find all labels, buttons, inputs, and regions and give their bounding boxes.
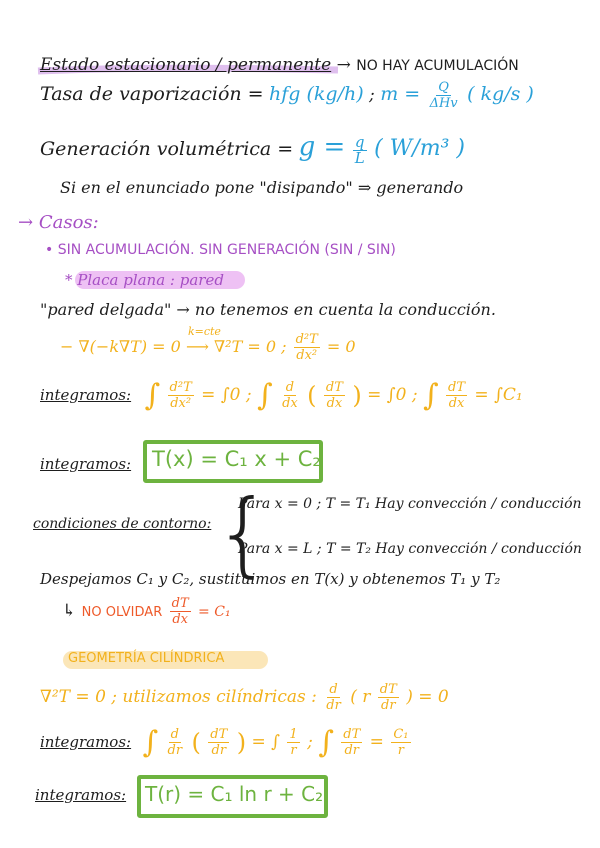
tasa-sep: ;	[369, 85, 375, 105]
int3-n5: C₁	[393, 727, 409, 742]
paren-close-icon: )	[236, 728, 247, 757]
int3-eq1: = ∫	[251, 732, 280, 752]
laplace-fraction	[294, 332, 320, 363]
int3-sep: ;	[307, 732, 313, 752]
line-integramos-1	[40, 378, 523, 413]
line-despejamos: Despejamos C₁ y C₂, sustituimos en T(x) y obtenemos T₁ y T₂	[40, 570, 501, 588]
laplace-num: d²T	[295, 332, 318, 347]
int1-frac-3	[324, 380, 345, 411]
line-placa: * Placa plana : pared	[65, 271, 224, 289]
int3-eq2: =	[369, 732, 384, 752]
g-fraction	[353, 135, 367, 166]
line-cilindricas	[40, 682, 449, 713]
laplace-post: = 0	[326, 337, 356, 356]
cil-n2: dT	[379, 682, 397, 697]
int3-d5: r	[397, 743, 405, 758]
m-fraction	[428, 80, 460, 111]
generacion-label: Generación volumétrica =	[40, 138, 294, 160]
line-no-olvidar	[62, 596, 231, 627]
tasa-label: Tasa de vaporización =	[40, 83, 264, 105]
condicion-1: Para x = 0 ; T = T₁ Hay convección / conducción	[238, 496, 582, 512]
int1-eq2: = ∫0 ;	[367, 385, 418, 405]
paren-open-icon: (	[191, 728, 201, 757]
m-unit: ( kg/s )	[467, 83, 534, 105]
int3-frac-5	[391, 727, 410, 758]
int1-eq1: = ∫0 ;	[201, 385, 252, 405]
integral-icon: ∫	[422, 378, 439, 413]
int1-n2: d	[285, 380, 295, 395]
no-olvidar-post: = C₁	[198, 604, 231, 620]
no-acumulacion: NO HAY ACUMULACIÓN	[356, 58, 519, 74]
hfg-expression: hfg (kg/h)	[269, 83, 364, 105]
cil-pre: ∇²T = 0 ; utilizamos cilíndricas :	[40, 687, 317, 707]
geometria-cilindrica: GEOMETRÍA CILÍNDRICA	[68, 651, 225, 666]
integral-icon: ∫	[318, 725, 334, 760]
int3-n1: d	[170, 727, 179, 742]
int1-n1: d²T	[169, 380, 192, 395]
int3-d1: dr	[167, 743, 183, 758]
arrow-icon: →	[336, 55, 351, 75]
integramos-label-1: integramos:	[40, 386, 132, 404]
integral-icon: ∫	[257, 378, 273, 413]
g-label: g =	[298, 132, 346, 162]
cil-post: ) = 0	[406, 687, 449, 707]
cil-frac-2	[378, 682, 399, 713]
m-numerator: Q	[438, 80, 449, 95]
no-olvidar-den: dx	[172, 612, 188, 627]
cil-expression	[322, 682, 449, 713]
line-sin-sin: • SIN ACUMULACIÓN. SIN GENERACIÓN (SIN / SIN)	[45, 242, 396, 258]
int1-eq3: = ∫C₁	[474, 385, 523, 405]
integral-expression-1	[144, 378, 523, 413]
cil-d1: dr	[326, 698, 341, 713]
integral-icon: ∫	[142, 725, 159, 760]
line-generacion	[40, 132, 465, 166]
brace-icon: {	[214, 480, 273, 587]
int1-n3: dT	[325, 380, 343, 395]
int1-d3: dx	[326, 396, 343, 411]
kcte-arrow: k=cte ⟶	[185, 325, 221, 356]
int3-frac-4	[341, 727, 362, 758]
int3-d2: dr	[211, 743, 227, 758]
int1-d1: dx²	[170, 396, 192, 411]
condicion-2: Para x = L ; T = T₂ Hay convección / conducción	[238, 541, 582, 557]
result-linear: T(x) = C₁ x + C₂	[152, 447, 321, 471]
line-integramos-3	[40, 725, 413, 760]
casos-label: Casos:	[38, 212, 99, 233]
condiciones-label: condiciones de contorno:	[33, 516, 212, 532]
integramos-label-3: integramos:	[40, 733, 132, 751]
int3-d4: dr	[344, 743, 360, 758]
int3-n4: dT	[343, 727, 361, 742]
int1-frac-4	[446, 380, 467, 411]
int3-n2: dT	[210, 727, 228, 742]
integramos-label-2: integramos:	[40, 455, 132, 473]
g-numerator: q	[354, 133, 365, 151]
cil-frac-1	[324, 682, 343, 713]
integral-expression-3	[142, 725, 413, 760]
m-label: m =	[380, 83, 421, 105]
int1-n4: dT	[448, 380, 466, 395]
line-estado	[40, 55, 519, 75]
int3-frac-2	[208, 727, 229, 758]
cil-r: ( r	[350, 687, 371, 707]
int3-frac-3	[287, 727, 299, 758]
int3-d3: r	[290, 743, 297, 758]
kcte-label: k=cte	[187, 325, 221, 338]
integral-icon: ∫	[144, 378, 161, 413]
cil-d2: dr	[381, 698, 396, 713]
cil-n1: d	[329, 682, 338, 697]
laplace-pre: − ∇(−k∇T) = 0	[60, 337, 181, 356]
g-denominator: L	[354, 149, 365, 167]
laplace-mid: ∇²T = 0 ;	[213, 337, 287, 356]
int3-frac-1	[166, 727, 185, 758]
int1-d2: dx	[282, 396, 298, 411]
line-tasa	[40, 80, 534, 111]
no-olvidar-frac	[170, 596, 191, 627]
int1-frac-2	[280, 380, 300, 411]
cil-laplace	[40, 687, 317, 707]
paren-open-icon: (	[307, 381, 317, 410]
line-pared-delgada: "pared delgada" → no tenemos en cuenta la conducción.	[40, 300, 496, 319]
line-laplace	[60, 325, 356, 363]
casos-arrow-icon: →	[18, 212, 34, 233]
no-olvidar-num: dT	[171, 596, 189, 611]
line-casos	[18, 212, 99, 233]
int3-n3: 1	[289, 727, 298, 742]
paren-close-icon: )	[352, 381, 362, 410]
hook-arrow-icon: ↳	[62, 601, 77, 621]
title-estado: Estado estacionario / permanente	[40, 55, 332, 75]
m-denominator: ΔHv	[429, 96, 458, 111]
int1-d4: dx	[448, 396, 465, 411]
no-olvidar-text: NO OLVIDAR	[81, 605, 163, 620]
integramos-label-4: integramos:	[35, 786, 127, 804]
line-disipando: Si en el enunciado pone "disipando" ⇒ generando	[60, 178, 464, 197]
int1-frac-1	[168, 380, 194, 411]
laplace-den: dx²	[296, 348, 318, 363]
g-unit: ( W/m³ )	[374, 136, 465, 161]
result-cylindrical: T(r) = C₁ ln r + C₂	[145, 782, 324, 806]
